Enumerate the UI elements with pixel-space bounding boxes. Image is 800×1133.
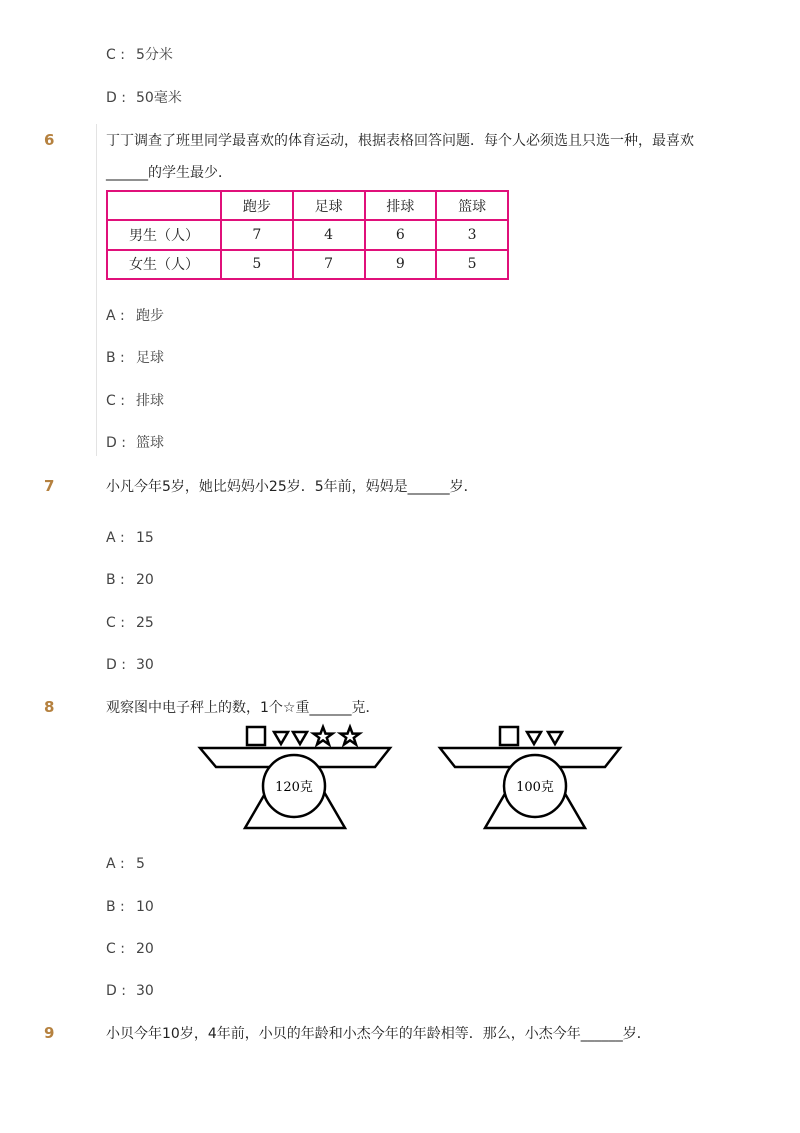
table-cell: 7 [293, 250, 365, 279]
option-c[interactable] [106, 939, 154, 959]
option-label: D : [106, 90, 126, 106]
triangle-icon [527, 732, 541, 744]
triangle-icon [548, 732, 562, 744]
option-label: D : [106, 983, 126, 999]
option-b[interactable] [106, 897, 154, 917]
question-text: 小凡今年5岁，她比妈妈小25岁．5年前，妈妈是______岁． [106, 479, 478, 495]
option-label: B : [106, 899, 125, 915]
option-a[interactable] [106, 854, 145, 874]
scale-reading: 120克 [275, 780, 313, 795]
option-text: 10 [136, 899, 154, 915]
table-cell: 9 [365, 250, 437, 279]
table-cell: 6 [365, 220, 437, 249]
table-header-cell: 排球 [365, 191, 437, 220]
option-text: 20 [136, 941, 154, 957]
option-a[interactable] [106, 306, 164, 326]
table-cell: 3 [436, 220, 508, 249]
electronic-scales-figure [190, 720, 630, 832]
question-text: 小贝今年10岁，4年前，小贝的年龄和小杰今年的年龄相等．那么，小杰今年______岁． [106, 1026, 651, 1042]
option-text: 25 [136, 615, 154, 631]
question-divider-line [96, 124, 97, 456]
option-text: 50毫米 [136, 90, 182, 106]
option-text: 5分米 [136, 47, 173, 63]
table-row-label: 男生（人） [107, 220, 221, 249]
table-header-cell: 篮球 [436, 191, 508, 220]
table-row [107, 250, 508, 279]
option-label: C : [106, 393, 125, 409]
question-text: 观察图中电子秤上的数，1个☆重______克． [106, 700, 380, 716]
table-cell: 5 [436, 250, 508, 279]
option-d[interactable] [106, 655, 154, 675]
option-label: A : [106, 856, 125, 872]
option-label: C : [106, 941, 125, 957]
table-cell: 7 [221, 220, 293, 249]
option-label: D : [106, 657, 126, 673]
option-c[interactable] [106, 45, 173, 65]
triangle-icon [274, 732, 288, 744]
option-d[interactable] [106, 88, 182, 108]
option-text: 20 [136, 572, 154, 588]
table-cell: 4 [293, 220, 365, 249]
square-icon [500, 727, 518, 745]
option-d[interactable] [106, 981, 154, 1001]
question-number: 7 [44, 477, 55, 495]
table-header-cell [107, 191, 221, 220]
option-text: 30 [136, 983, 154, 999]
option-text: 排球 [136, 393, 164, 409]
option-d[interactable] [106, 433, 164, 453]
star-icon [341, 727, 360, 745]
table-row [107, 220, 508, 249]
option-text: 5 [136, 856, 145, 872]
option-label: D : [106, 435, 126, 451]
left-scale [200, 727, 390, 828]
option-text: 足球 [136, 350, 164, 366]
option-b[interactable] [106, 348, 164, 368]
scale-reading: 100克 [516, 780, 554, 795]
option-label: C : [106, 615, 125, 631]
table-header-cell: 跑步 [221, 191, 293, 220]
option-label: A : [106, 308, 125, 324]
question-number: 8 [44, 698, 55, 716]
table-row-label: 女生（人） [107, 250, 221, 279]
table-header-row [107, 191, 508, 220]
question-number: 6 [44, 131, 55, 149]
option-c[interactable] [106, 391, 164, 411]
question-number: 9 [44, 1024, 55, 1042]
option-text: 跑步 [136, 308, 164, 324]
option-b[interactable] [106, 570, 154, 590]
option-text: 30 [136, 657, 154, 673]
option-label: B : [106, 572, 125, 588]
question-text-line2: ______的学生最少． [106, 165, 232, 181]
star-icon [314, 727, 333, 745]
option-c[interactable] [106, 613, 154, 633]
option-text: 15 [136, 530, 154, 546]
square-icon [247, 727, 265, 745]
table-header-cell: 足球 [293, 191, 365, 220]
sports-survey-table [106, 190, 509, 280]
question-text: 丁丁调查了班里同学最喜欢的体育运动，根据表格回答问题．每个人必须选且只选一种，最喜欢 [106, 133, 694, 149]
option-label: B : [106, 350, 125, 366]
right-scale [440, 727, 620, 828]
option-label: C : [106, 47, 125, 63]
table-cell: 5 [221, 250, 293, 279]
triangle-icon [293, 732, 307, 744]
option-label: A : [106, 530, 125, 546]
option-a[interactable] [106, 528, 154, 548]
option-text: 篮球 [136, 435, 164, 451]
